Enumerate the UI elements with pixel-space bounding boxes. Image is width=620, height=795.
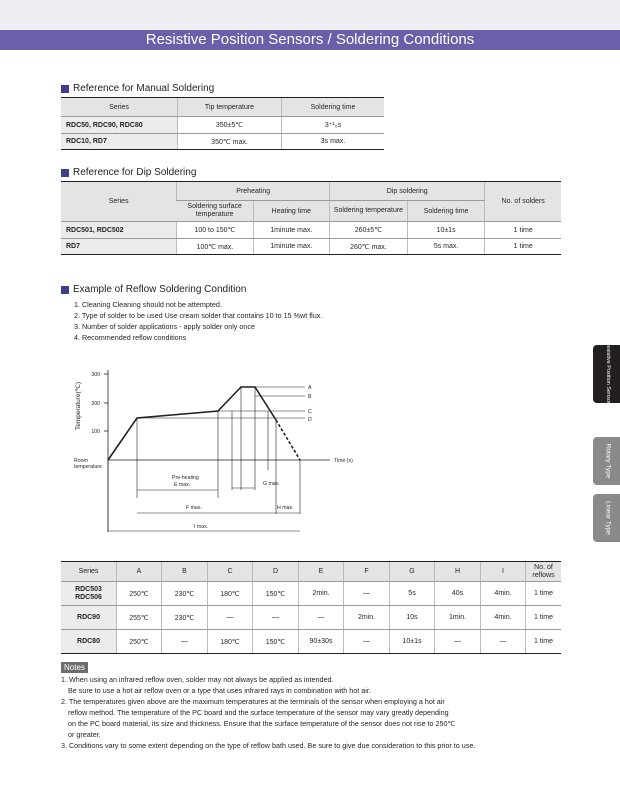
table-row: RDC501, RDC502 100 to 150℃ 1minute max. 260±5℃ 10±1s 1 time xyxy=(61,222,561,239)
reflow-table: Series A B C D E F G H I No. of reflows RDC503 RDC506 250℃ 230℃ 180℃ 150℃ 2min. — 5s 40s 4min. 1 time RDC90 255℃ 230℃ — — — 2min. 10s 1min. 4min. 1 time RDC80 250℃ — 180℃ 150℃ 90±30s — 10±1s — — 1 time xyxy=(61,561,561,654)
h-label: H max. xyxy=(277,505,294,511)
table-row: RDC503 RDC506 250℃ 230℃ 180℃ 150℃ 2min. — 5s 40s 4min. 1 time xyxy=(61,582,561,606)
level-label: B xyxy=(308,394,312,400)
note-line: on the PC board material, its size and thickness. Ensure that the surface temperature of the sensor does not rise to 250℃ xyxy=(68,719,456,728)
list-item: 2. Type of solder to be used Use cream solder that contains 10 to 15 %wt flux. xyxy=(74,311,323,320)
list-item: 4. Recommended reflow conditions xyxy=(74,333,187,342)
y-tick-label: 300 xyxy=(91,372,100,378)
col-header: Series xyxy=(61,98,178,117)
profile-curve xyxy=(108,387,276,460)
reflow-heading: Example of Reflow Soldering Condition xyxy=(61,284,246,295)
profile-curve-dashed xyxy=(276,420,300,460)
table-row: RDC80 250℃ — 180℃ 150℃ 90±30s — 10±1s — — 1 time xyxy=(61,630,561,654)
f-label: F max. xyxy=(186,505,202,511)
dip-heading: Reference for Dip Soldering xyxy=(61,167,196,178)
y-tick-label: 100 xyxy=(91,429,100,435)
level-label: C xyxy=(308,409,312,415)
table-row: RD7 100℃ max. 1minute max. 260℃ max. 5s max. 1 time xyxy=(61,239,561,255)
tab-linear-type[interactable]: Linear Type xyxy=(593,494,620,542)
room-label: Room xyxy=(74,458,88,464)
x-axis-label: Time (s) xyxy=(334,458,353,464)
note-line: or greater. xyxy=(68,730,101,739)
tab-rotary-type[interactable]: Rotary Type xyxy=(593,437,620,485)
notes-tag: Notes xyxy=(61,662,88,673)
notes xyxy=(61,674,581,751)
y-axis-label: Temperature(℃) xyxy=(75,381,82,430)
table-row: RDC90 255℃ 230℃ — — — 2min. 10s 1min. 4min. 1 time xyxy=(61,606,561,630)
list-item: 1. Cleaning Cleaning should not be attempted. xyxy=(74,300,222,309)
note-line: reflow method. The temperature of the PC board and the surface temperature of the sensor may vary greatly depending xyxy=(68,708,449,717)
col-header: Tip temperature xyxy=(178,98,282,117)
level-label: D xyxy=(308,417,312,423)
note-line: Be sure to use a hot air reflow oven or a type that uses infrared rays in combination with hot air. xyxy=(68,686,371,695)
dip-table: Series Preheating Dip soldering No. of solders Soldering surface temperature Heating time Soldering temperature Soldering time RDC501, RDC502 100 to 150℃ 1minute max. 260±5℃ 10±1s 1 time RD7 100℃ max. 1minute max. 260℃ max. 5s max. 1 time xyxy=(61,181,561,255)
tab-resistive-position-sensors[interactable]: Resistive Position Sensors xyxy=(593,345,620,403)
room-label: temperature xyxy=(74,464,102,470)
g-label: G max. xyxy=(263,481,280,487)
preheat-label: Pre-heating xyxy=(172,475,199,481)
y-tick-label: 200 xyxy=(91,401,100,407)
table-row: RDC50, RDC90, RDC80 350±5℃ 3⁺¹₀s xyxy=(61,117,384,134)
table-row: RDC10, RD7 350℃ max. 3s max. xyxy=(61,134,384,150)
col-header: Soldering time xyxy=(282,98,385,117)
note-line: 2. The temperatures given above are the maximum temperatures at the terminals of the sensor when employing a hot air xyxy=(61,697,445,706)
level-label: A xyxy=(308,385,312,391)
note-line: 3. Conditions vary to some extent depending on the type of reflow bath used. Be sure to give due consideration to this prior to use. xyxy=(61,741,476,750)
i-label: I max. xyxy=(194,524,209,530)
page-title: Resistive Position Sensors / Soldering Conditions xyxy=(145,31,475,48)
manual-heading: Reference for Manual Soldering xyxy=(61,83,214,94)
list-item: 3. Number of solder applications - apply solder only once xyxy=(74,322,255,331)
note-line: 1. When using an infrared reflow oven, solder may not always be applied as intended. xyxy=(61,675,334,684)
preheat-label: E max. xyxy=(174,482,191,488)
